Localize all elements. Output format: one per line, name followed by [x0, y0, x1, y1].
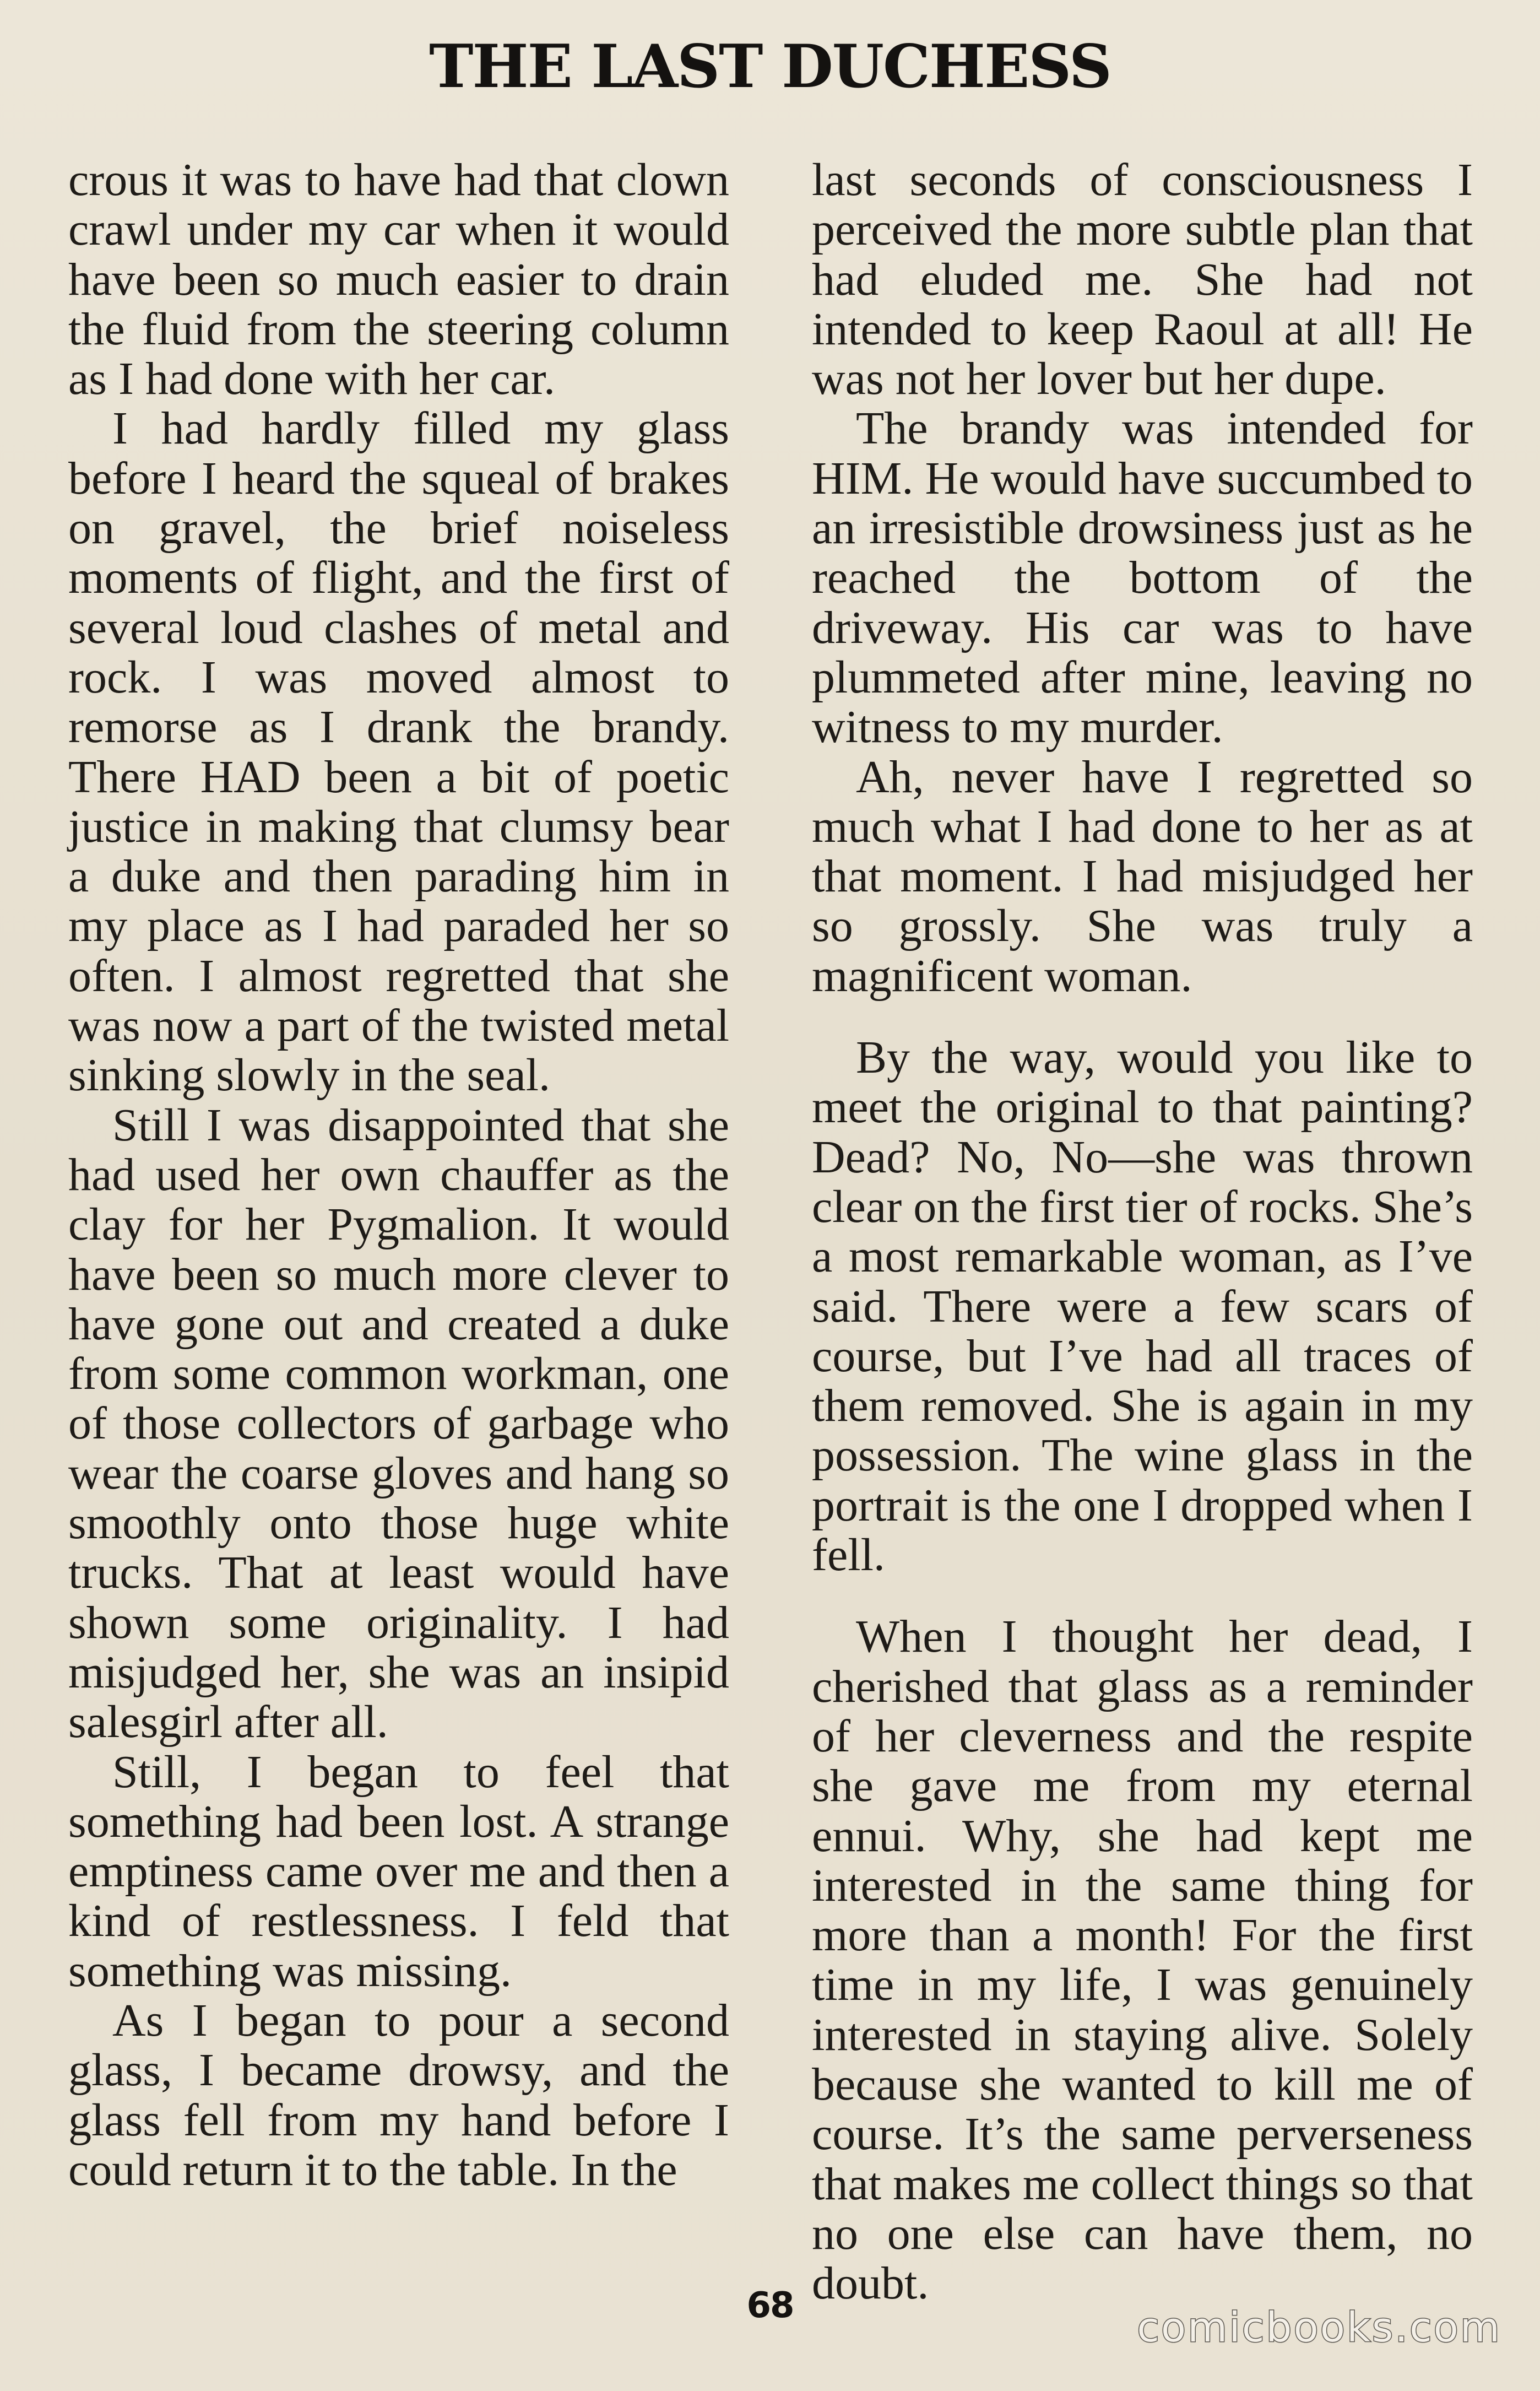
paragraph: Still I was disappointed that she had used her own chauffer as the clay for her Pygmalion. It would have been so much more clever to have gone out and created a duke from some common workman, one of those collectors of garbage who wear the coarse gloves and hang so smoothly onto those huge white trucks. That at least would have shown some originality. I had misjudged her, she was an insipid salesgirl after all. [68, 1099, 729, 1748]
watermark: comicbooks.com [1137, 2304, 1501, 2351]
paragraph: last seconds of consciousness I perceived the more subtle plan that had eluded me. She had not intended to keep Raoul at all! He was not her lover but her dupe. [812, 154, 1473, 405]
paragraph: I had hardly filled my glass before I heard the squeal of brakes on gravel, the brief noiseless moments of flight, and the first of several loud clashes of metal and rock. I was moved almost to remorse as I drank the brandy. There HAD been a bit of poetic justice in making that clumsy bear a duke and then parading him in my place as I had paraded her so often. I almost regretted that she was now a part of the twisted metal sinking slowly in the seal. [68, 403, 729, 1101]
paragraph: crous it was to have had that clown crawl under my car when it would have been so much easier to drain the fluid from the steering column as I had done with her car. [68, 154, 729, 405]
text-column-left [68, 155, 729, 2195]
paragraph: The brandy was intended for HIM. He would have succumbed to an irresistible drowsiness just as he reached the bottom of the driveway. His car was to have plummeted after mine, leaving no witness to my murder. [812, 403, 1473, 753]
text-column-right [812, 155, 1473, 2308]
paragraph: By the way, would you like to meet the original to that painting? Dead? No, No—she was thrown clear on the first tier of rocks. She’s a most remarkable woman, as I’ve said. There were a few scars of course, but I’ve had all traces of them removed. She is again in my possession. The wine glass in the portrait is the one I dropped when I fell. [812, 1032, 1473, 1581]
page-title: THE LAST DUCHESS [429, 32, 1111, 101]
paragraph: As I began to pour a second glass, I became drowsy, and the glass fell from my hand before I could return it to the table. In the [68, 1994, 729, 2195]
paragraph: When I thought her dead, I cherished that glass as a reminder of her cleverness and the respite she gave me from my eternal ennui. Why, she had kept me interested in the same thing for more than a month! For the first time in my life, I was genuinely interested in staying alive. Solely because she wanted to kill me of course. It’s the same perverseness that makes me collect things so that no one else can have them, no doubt. [812, 1611, 1473, 2309]
paragraph: Ah, never have I regretted so much what I had done to her as at that moment. I had misjudged her so grossly. She was truly a magnificent woman. [812, 751, 1473, 1002]
page-number: 68 [746, 2285, 794, 2326]
paragraph: Still, I began to feel that something had been lost. A strange emptiness came over me and then a kind of restlessness. I feld that something was missing. [68, 1746, 729, 1997]
